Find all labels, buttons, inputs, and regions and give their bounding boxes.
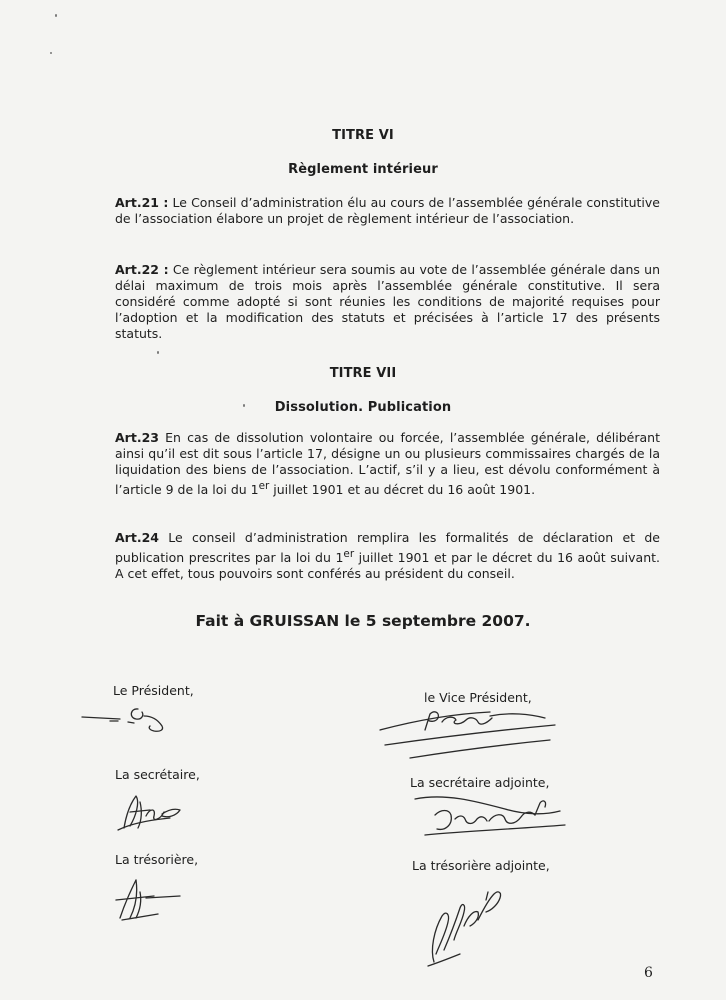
- titre-vii-heading: TITRE VII: [329, 366, 397, 381]
- titre-vi-heading: TITRE VI: [332, 128, 394, 143]
- article-23-superscript: er: [258, 480, 270, 492]
- secretaire-adjointe-label: La secrétaire adjointe,: [410, 775, 550, 790]
- article-21-text: Le Conseil d’administration élu au cours de l’assemblée générale constitutive de l’association élabore un projet de règlement intérieur de l’association.: [115, 195, 660, 226]
- scan-speck: [157, 351, 159, 354]
- article-24-text-b: juillet 1901 et par le décret du 16 août suivant. A cet effet, tous pouvoirs sont conférés au président du conseil.: [115, 550, 660, 582]
- article-21-label: Art.21 :: [115, 195, 169, 210]
- article-24: [115, 530, 660, 582]
- article-23-text-a: En cas de dissolution volontaire ou forcée, l’assemblée générale, délibérant ainsi qu’il est dit sous l’article 17, désigne un ou plusieurs commissaires chargés de la liquidation des biens de l’association. L’actif, s’il y a lieu, est dévolu conformément à l’article 9 de la loi du 1: [115, 430, 660, 498]
- tresoriere-signature: [110, 870, 190, 925]
- tresoriere-label: La trésorière,: [115, 852, 199, 867]
- president-signature: [80, 700, 180, 740]
- secretaire-adjointe-signature: [405, 785, 575, 855]
- article-22-text: Ce règlement intérieur sera soumis au vote de l’assemblée générale dans un délai maximum de trois mois après l’assemblée générale constitutive. Il sera considéré comme adopté si sont réunies les conditions de majorité requises pour l’adoption et la modification des statuts et précisées à l’article 17 des présents statuts.: [115, 262, 661, 341]
- article-24-text-a: Le conseil d’administration remplira les formalités de déclaration et de publication prescrites par la loi du 1: [115, 530, 660, 566]
- secretaire-label: La secrétaire,: [115, 767, 200, 782]
- article-22-label: Art.22 :: [115, 262, 169, 277]
- vice-president-signature: [370, 700, 570, 770]
- tresoriere-adjointe-signature: [420, 870, 520, 970]
- place-date-line: Fait à GRUISSAN le 5 septembre 2007.: [195, 612, 531, 630]
- page-number: 6: [644, 965, 653, 981]
- article-24-superscript: er: [343, 548, 355, 560]
- article-23-text-b: juillet 1901 et au décret du 16 août 1901.: [269, 482, 536, 498]
- vice-president-label: le Vice Président,: [424, 690, 532, 705]
- scan-speck: [55, 14, 57, 17]
- titre-vi-subheading: Règlement intérieur: [288, 162, 438, 177]
- article-24-label: Art.24: [115, 530, 159, 545]
- tresoriere-adjointe-label: La trésorière adjointe,: [412, 858, 550, 873]
- article-21: [115, 195, 660, 227]
- president-label: Le Président,: [113, 683, 194, 698]
- article-22: [115, 262, 660, 342]
- scan-speck: [50, 52, 52, 54]
- article-23-label: Art.23: [115, 430, 159, 445]
- article-23: [115, 430, 660, 498]
- secretaire-signature: [110, 780, 190, 840]
- titre-vii-subheading: Dissolution. Publication: [274, 400, 452, 415]
